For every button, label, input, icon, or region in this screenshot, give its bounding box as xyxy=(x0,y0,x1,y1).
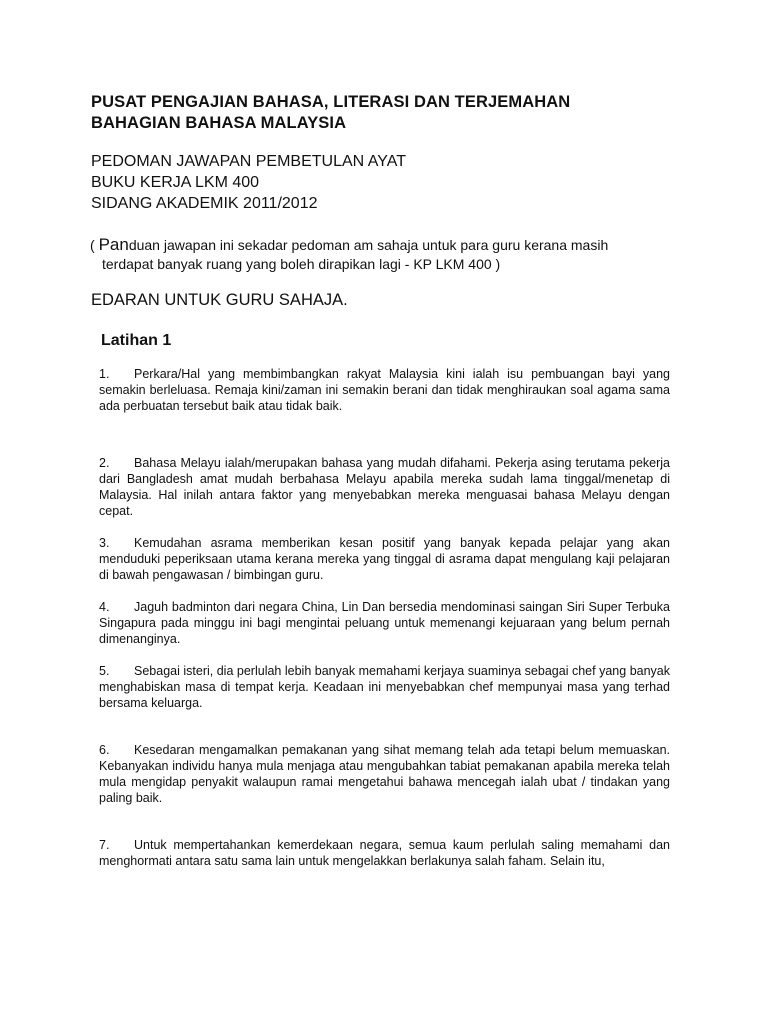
department-heading: BAHAGIAN BAHASA MALAYSIA xyxy=(91,114,347,132)
distribution-notice: EDARAN UNTUK GURU SAHAJA. xyxy=(91,291,348,309)
answer-item xyxy=(99,366,670,414)
workbook-name: BUKU KERJA LKM 400 xyxy=(91,174,260,191)
answer-item xyxy=(99,663,670,711)
item-number: 4. xyxy=(99,600,110,614)
item-text: Kemudahan asrama memberikan kesan positif yang banyak kepada pelajar yang akan menduduki peperiksaan utama kerana mereka yang tinggal di asrama dapat mengulang kaji pelajaran di bawah pengawasan / bimbingan guru. xyxy=(99,536,670,582)
section-title: Latihan 1 xyxy=(101,332,172,349)
item-text: Sebagai isteri, dia perlulah lebih banyak memahami kerjaya suaminya sebagai chef yang banyak menghabiskan masa di tempat kerja. Keadaan ini menyebabkan chef mempunyai masa yang terhad bersama keluarga. xyxy=(99,664,670,710)
answer-item xyxy=(99,455,670,519)
answer-item xyxy=(99,599,670,647)
guidance-note xyxy=(90,235,690,274)
item-number: 2. xyxy=(99,456,110,470)
note-open-paren: ( xyxy=(90,237,99,253)
answer-item xyxy=(99,535,670,583)
note-initial: Pan xyxy=(98,235,129,254)
item-text: Jaguh badminton dari negara China, Lin Dan bersedia mendominasi saingan Siri Super Terbuka Singapura pada minggu ini bagi mengintai peluang untuk memenangi kejuaraan yang belum pernah dimenanginya. xyxy=(99,600,670,646)
item-number: 7. xyxy=(99,838,110,852)
item-text: Perkara/Hal yang membimbangkan rakyat Malaysia kini ialah isu pembuangan bayi yang semakin berleluasa. Remaja kini/zaman ini semakin berani dan tidak menghiraukan soal agama sama ada perbuatan tersebut baik atau tidak baik. xyxy=(99,367,670,413)
document-title: PEDOMAN JAWAPAN PEMBETULAN AYAT xyxy=(91,153,407,170)
item-number: 3. xyxy=(99,536,110,550)
note-text-line2: terdapat banyak ruang yang boleh dirapikan lagi - KP LKM 400 ) xyxy=(102,256,501,272)
item-number: 5. xyxy=(99,664,110,678)
item-text: Kesedaran mengamalkan pemakanan yang sihat memang telah ada tetapi belum memuaskan. Kebanyakan individu hanya mula menjaga atau mengubahkan tabiat pemakanan apabila mereka telah mula mengidap penyakit walaupun ramai mengetahui bahawa mencegah ialah ubat / tindakan yang paling baik. xyxy=(99,743,670,805)
item-text: Untuk mempertahankan kemerdekaan negara, semua kaum perlulah saling memahami dan menghormati antara satu sama lain untuk mengelakkan berlakunya salah faham. Selain itu, xyxy=(99,838,670,868)
answer-item xyxy=(99,742,670,806)
institution-heading: PUSAT PENGAJIAN BAHASA, LITERASI DAN TERJEMAHAN xyxy=(91,93,571,111)
item-text: Bahasa Melayu ialah/merupakan bahasa yang mudah difahami. Pekerja asing terutama pekerja dari Bangladesh amat mudah berbahasa Melayu apabila mereka sudah lama tinggal/menetap di Malaysia. Hal inilah antara faktor yang menyebabkan mereka menguasai bahasa Melayu dengan cepat. xyxy=(99,456,670,518)
item-number: 1. xyxy=(99,367,110,381)
academic-session: SIDANG AKADEMIK 2011/2012 xyxy=(91,195,318,212)
answer-item xyxy=(99,837,670,869)
item-number: 6. xyxy=(99,743,110,757)
note-text-line1: duan jawapan ini sekadar pedoman am sahaja untuk para guru kerana masih xyxy=(128,237,609,253)
